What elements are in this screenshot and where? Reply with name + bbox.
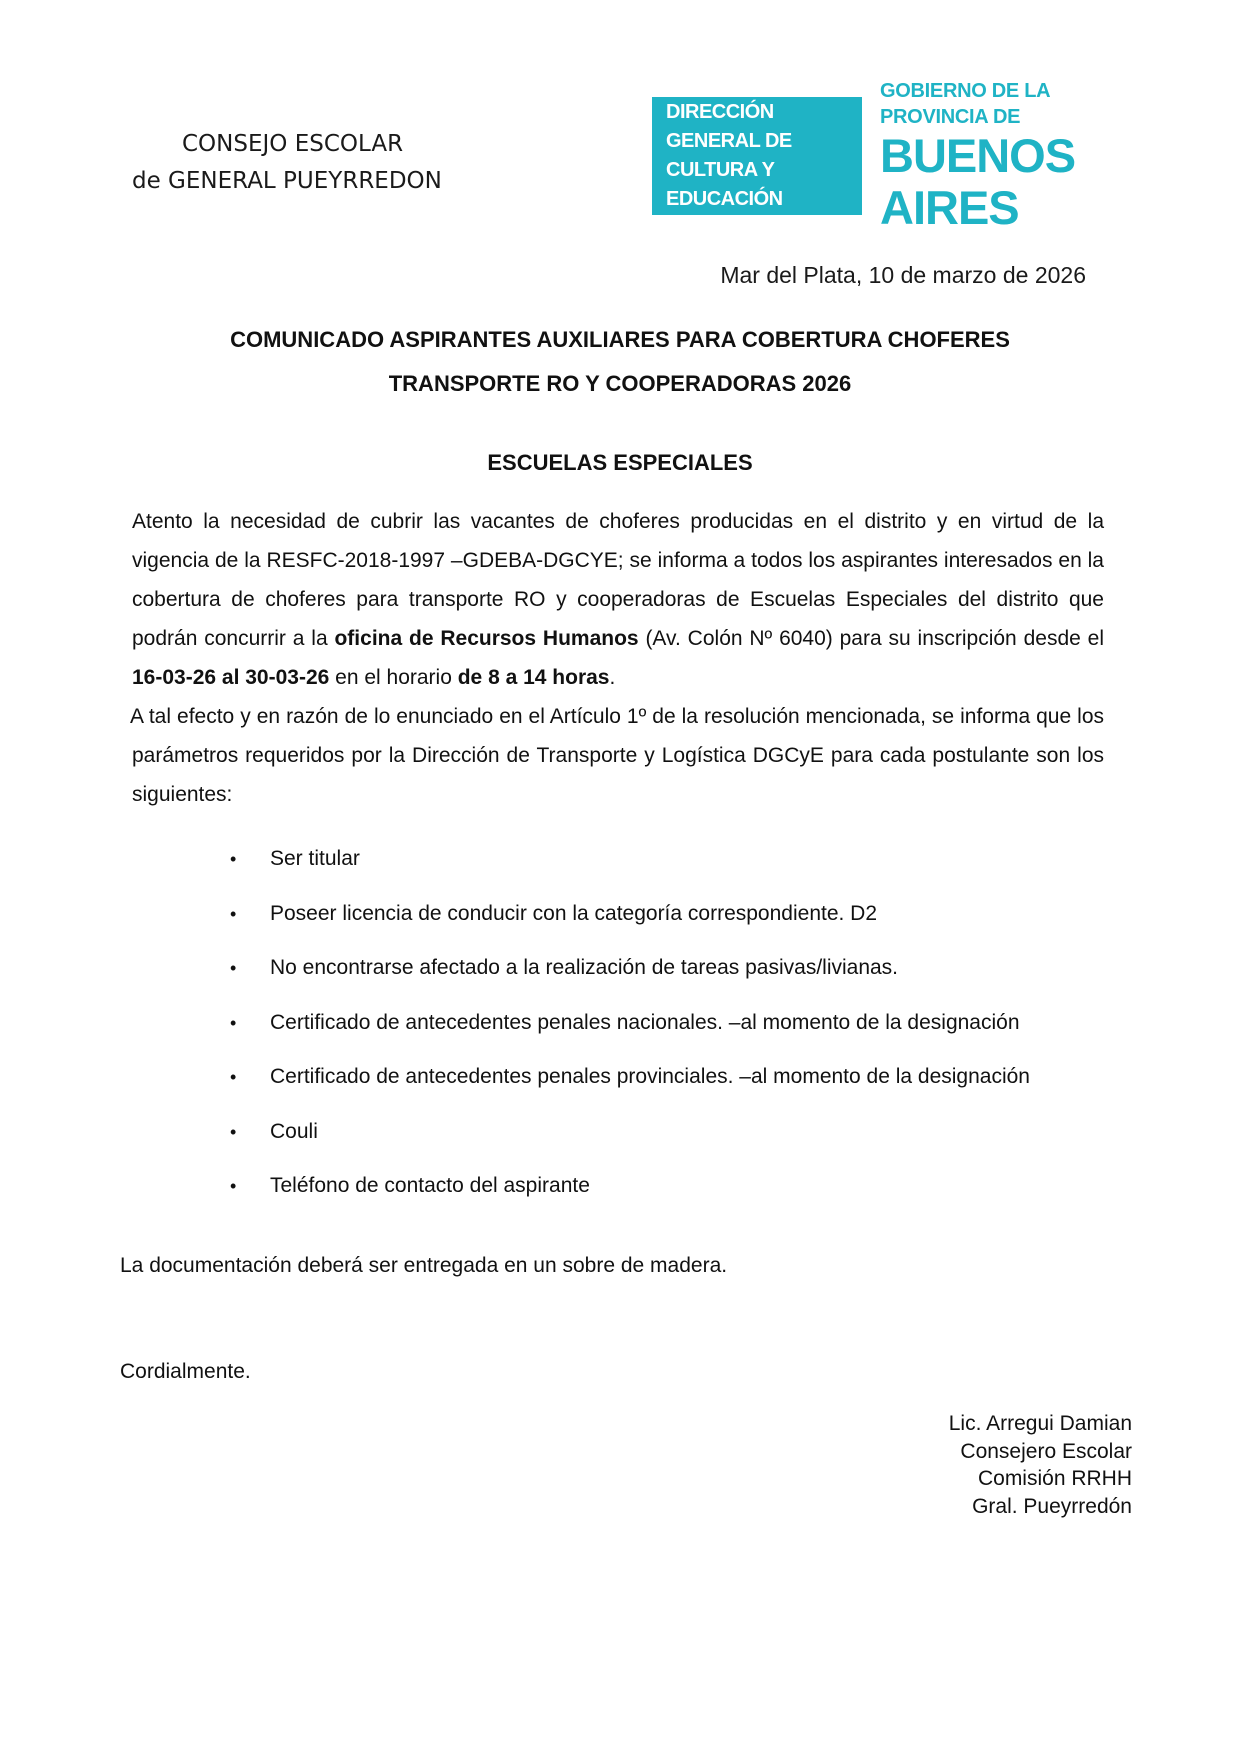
paragraph-intro: [132, 502, 1104, 697]
document-date: Mar del Plata, 10 de marzo de 2026: [720, 262, 1086, 288]
signer-name: Lic. Arregui Damian: [948, 1412, 1132, 1435]
office-highlight: oficina de Recursos Humanos: [334, 627, 639, 650]
council-district: de GENERAL PUEYRREDON: [132, 168, 442, 194]
dates-highlight: 16-03-26 al 30-03-26: [132, 666, 330, 689]
dgcye-logo-line2: CULTURA Y EDUCACIÓN: [666, 159, 783, 210]
delivery-note: La documentación deberá ser entregada en un sobre de madera.: [120, 1254, 728, 1277]
bullet-icon: •: [230, 958, 237, 978]
bullet-icon: •: [230, 903, 237, 924]
closing-salutation: Cordialmente.: [120, 1360, 251, 1383]
bullet-icon: •: [230, 1067, 237, 1087]
requirement-text: Certificado de antecedentes penales provinciales. –al momento de la designación: [270, 1065, 1030, 1088]
signature-block: [949, 1410, 1132, 1520]
council-name: CONSEJO ESCOLAR: [182, 131, 404, 157]
province-logo-text: [862, 80, 1122, 234]
signer-commission: Comisión RRHH: [977, 1467, 1132, 1490]
title-line-1: COMUNICADO ASPIRANTES AUXILIARES PARA COBERTURA CHOFERES: [230, 327, 1010, 352]
document-body: [132, 502, 1104, 814]
paragraph-requirements-intro: A tal efecto y en razón de lo enunciado en el Artículo 1º de la resolución mencionada, se informa que los parámetros requeridos por la Dirección de Transporte y Logística DGCyE para cada postulante son los siguientes:: [130, 705, 1104, 806]
bullet-icon: •: [230, 1121, 237, 1142]
dgcye-logo-line1: DIRECCIÓN GENERAL DE: [666, 101, 792, 152]
requirement-text: Poseer licencia de conducir con la categoría correspondiente. D2: [270, 901, 878, 925]
government-logo: [652, 80, 1122, 234]
paragraph-intro-text-a: Atento la necesidad de cubrir las vacantes de choferes producidas en el distrito y en virtud de la vigencia de la RESFC-2018-1997 –GDEBA-DGCYE; se informa a todos los aspirantes interesados en la cobertura de choferes para transporte RO y cooperadoras de Escuelas Especiales del distrito que podrán concurrir a la: [132, 510, 1104, 650]
requirements-list: [230, 846, 1130, 1228]
list-item: [230, 1064, 1130, 1119]
bullet-icon: •: [230, 1012, 237, 1033]
signer-district: Gral. Pueyrredón: [972, 1494, 1132, 1518]
list-item: [230, 1010, 1130, 1065]
list-item: [230, 1173, 1130, 1228]
document-title: [120, 318, 1120, 406]
signer-role: Consejero Escolar: [960, 1439, 1132, 1463]
hours-highlight: de 8 a 14 horas: [457, 666, 610, 689]
requirement-text: No encontrarse afectado a la realización de tareas pasivas/livianas.: [270, 956, 899, 979]
title-line-2: TRANSPORTE RO Y COOPERADORAS 2026: [388, 371, 852, 396]
bullet-icon: •: [230, 849, 237, 869]
paragraph-intro-text-b: (Av. Colón Nº 6040) para su inscripción desde el: [638, 627, 1104, 650]
bullet-icon: •: [230, 1176, 237, 1196]
list-item: [230, 955, 1130, 1010]
requirement-text: Certificado de antecedentes penales nacionales. –al momento de la designación: [270, 1010, 1020, 1034]
list-item: [230, 1119, 1130, 1174]
council-header: [132, 126, 442, 200]
list-item: [230, 901, 1130, 956]
list-item: [230, 846, 1130, 901]
province-gov-line: GOBIERNO DE LA PROVINCIA DE: [880, 80, 1050, 128]
province-name: BUENOS AIRES: [880, 129, 1076, 234]
paragraph-intro-text-c: en el horario: [329, 666, 458, 689]
requirement-text: Ser titular: [270, 847, 360, 870]
document-subtitle: ESCUELAS ESPECIALES: [487, 450, 753, 475]
paragraph-intro-text-d: .: [609, 666, 616, 689]
requirement-text: Teléfono de contacto del aspirante: [270, 1174, 590, 1197]
dgcye-logo-box: [652, 97, 862, 215]
requirement-text: Couli: [270, 1119, 318, 1143]
